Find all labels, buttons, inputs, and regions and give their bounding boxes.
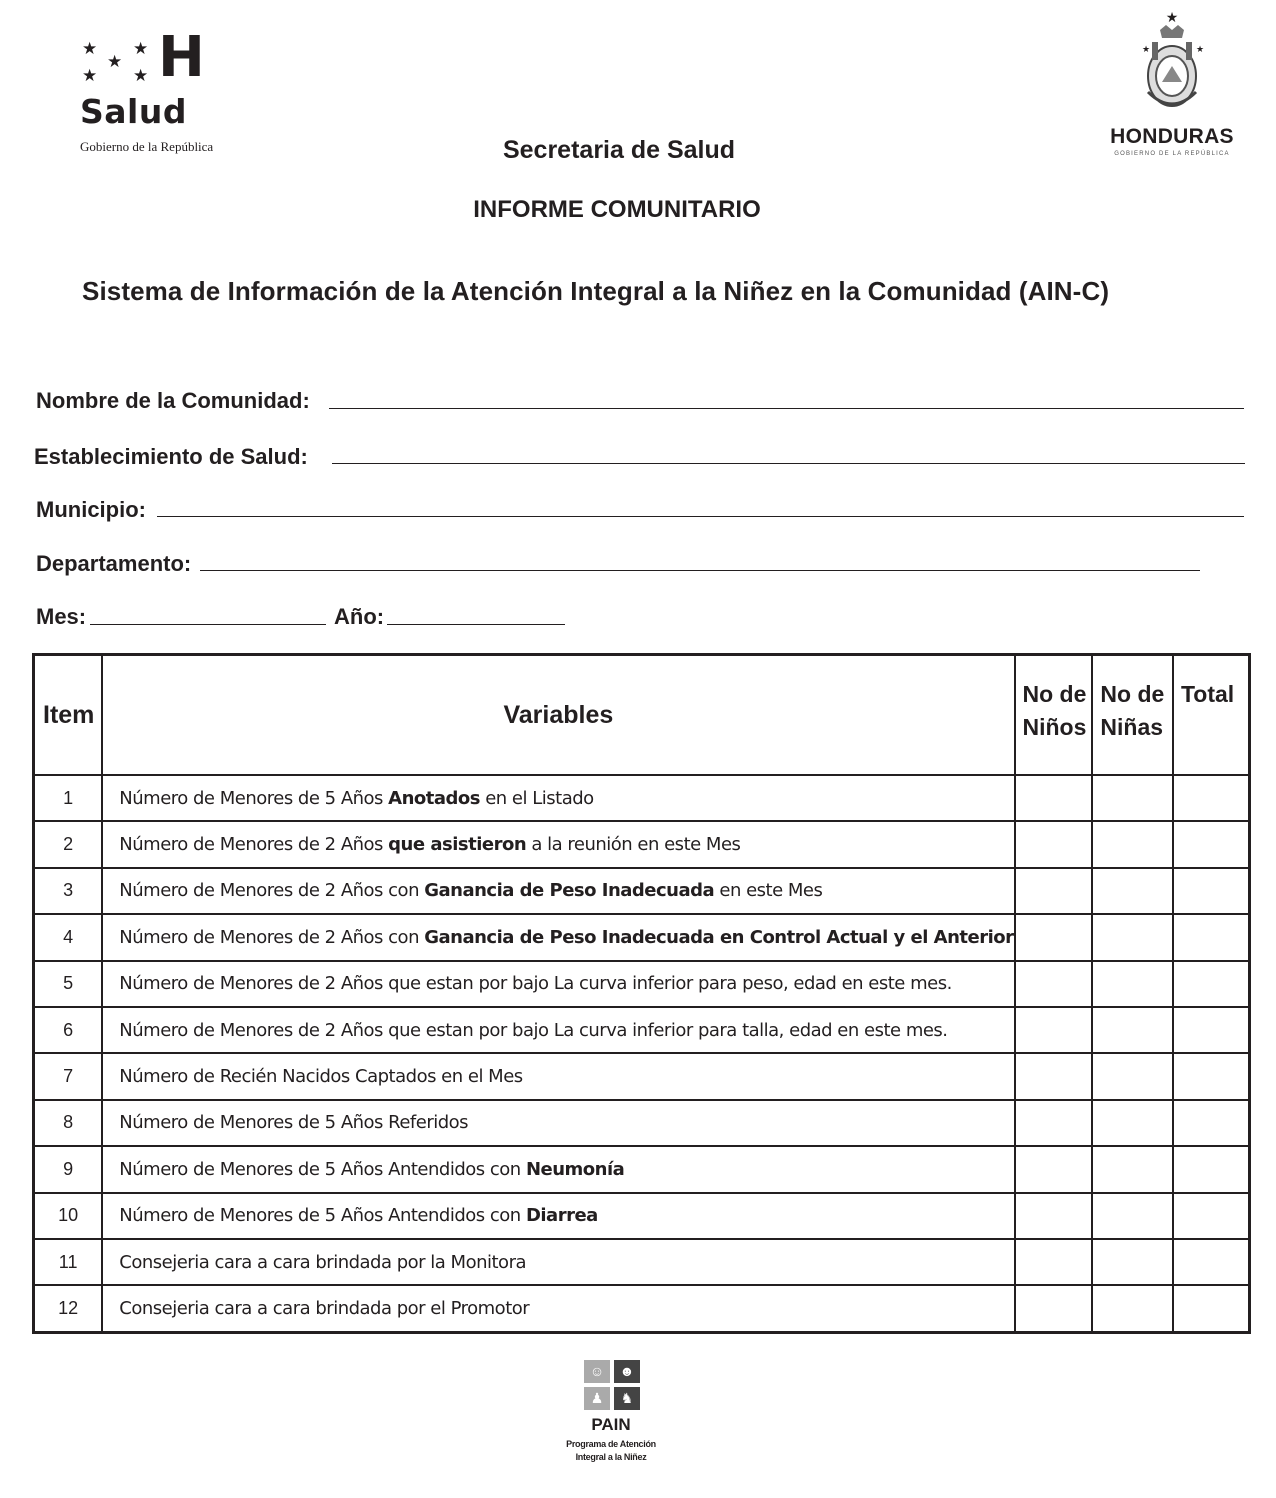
row-variable xyxy=(102,821,1014,867)
pain-subtitle: Programa de Atención Integral a la Niñez xyxy=(566,1439,656,1462)
row-variable-post: en este Mes xyxy=(714,880,823,902)
departamento-field[interactable] xyxy=(200,570,1200,571)
row-variable-post: a la reunión en este Mes xyxy=(526,834,741,856)
cell-ninos[interactable] xyxy=(1015,961,1093,1007)
cell-total[interactable] xyxy=(1173,1100,1250,1146)
salud-subtitle: Gobierno de la República xyxy=(80,139,214,154)
row-variable-bold: Diarrea xyxy=(525,1205,598,1227)
svg-text:★: ★ xyxy=(1196,44,1205,54)
cell-total[interactable] xyxy=(1173,1193,1250,1239)
row-item-number: 12 xyxy=(34,1285,103,1332)
table-row xyxy=(34,1100,1250,1146)
row-item-number: 1 xyxy=(34,775,103,821)
row-variable-pre: Número de Menores de 2 Años con xyxy=(119,926,425,948)
row-variable-pre: Número de Menores de 5 Años xyxy=(119,787,389,809)
row-item-number: 2 xyxy=(34,821,103,867)
cell-total[interactable] xyxy=(1173,775,1250,821)
table-row xyxy=(34,775,1250,821)
table-row xyxy=(34,1285,1250,1332)
cell-total[interactable] xyxy=(1173,1239,1250,1285)
pain-logo xyxy=(556,1360,666,1470)
cell-total[interactable] xyxy=(1173,961,1250,1007)
row-item-number: 8 xyxy=(34,1100,103,1146)
cell-ninos[interactable] xyxy=(1015,821,1093,867)
row-variable xyxy=(102,961,1014,1007)
cell-ninas[interactable] xyxy=(1092,1193,1173,1239)
row-variable xyxy=(102,1007,1014,1053)
cell-ninos[interactable] xyxy=(1015,1100,1093,1146)
establecimiento-field[interactable] xyxy=(332,463,1245,464)
table-row xyxy=(34,1146,1250,1192)
cell-total[interactable] xyxy=(1173,1007,1250,1053)
cell-ninos[interactable] xyxy=(1015,1146,1093,1192)
h-logo-icon: H xyxy=(158,25,205,90)
row-variable-bold: Anotados xyxy=(388,787,480,809)
pain-label: PAIN xyxy=(591,1415,631,1434)
cell-ninos[interactable] xyxy=(1015,1285,1093,1332)
table-header-row xyxy=(34,655,1250,776)
row-item-number: 7 xyxy=(34,1053,103,1099)
coat-of-arms-icon xyxy=(1134,8,1210,116)
header-item: Item xyxy=(34,655,103,776)
municipio-label: Municipio: xyxy=(36,497,146,522)
cell-ninas[interactable] xyxy=(1092,961,1173,1007)
row-variable xyxy=(102,1146,1014,1192)
row-variable-pre: Consejeria cara a cara brindada por la Monitora xyxy=(119,1251,526,1273)
table-row xyxy=(34,1053,1250,1099)
row-variable xyxy=(102,1285,1014,1332)
row-variable xyxy=(102,1100,1014,1146)
row-item-number: 5 xyxy=(34,961,103,1007)
table-row xyxy=(34,821,1250,867)
row-variable-bold: que asistieron xyxy=(388,834,527,856)
system-title: Sistema de Información de la Atención Integral a la Niñez en la Comunidad (AIN-C) xyxy=(82,276,1110,306)
row-variable xyxy=(102,868,1014,914)
cell-ninas[interactable] xyxy=(1092,1285,1173,1332)
cell-ninas[interactable] xyxy=(1092,821,1173,867)
salud-wordmark: Salud xyxy=(80,92,187,131)
honduras-tagline: GOBIERNO DE LA REPÚBLICA xyxy=(1114,151,1230,157)
cell-ninos[interactable] xyxy=(1015,775,1093,821)
row-variable-bold: Ganancia de Peso Inadecuada en Control Actual y el Anterior xyxy=(424,926,1014,948)
row-variable-pre: Número de Menores de 2 Años con xyxy=(119,880,425,902)
row-item-number: 9 xyxy=(34,1146,103,1192)
cell-total[interactable] xyxy=(1173,1053,1250,1099)
row-item-number: 6 xyxy=(34,1007,103,1053)
cell-ninas[interactable] xyxy=(1092,1146,1173,1192)
table-row xyxy=(34,1239,1250,1285)
table-row xyxy=(34,1007,1250,1053)
table-row xyxy=(34,868,1250,914)
row-variable xyxy=(102,1239,1014,1285)
page-title: Secretaria de Salud xyxy=(502,136,736,164)
row-variable xyxy=(102,775,1014,821)
cell-total[interactable] xyxy=(1173,868,1250,914)
row-variable-pre: Número de Menores de 5 Años Referidos xyxy=(119,1112,469,1134)
anio-field[interactable] xyxy=(387,624,565,625)
cell-total[interactable] xyxy=(1173,1285,1250,1332)
svg-text:★: ★ xyxy=(1142,44,1151,54)
row-variable-pre: Número de Recién Nacidos Captados en el Mes xyxy=(119,1066,523,1088)
departamento-label: Departamento: xyxy=(36,551,192,576)
svg-text:★: ★ xyxy=(1165,9,1179,25)
pain-grid-icon: ☺ ☻ ♟ ♞ xyxy=(584,1360,642,1412)
cell-ninos[interactable] xyxy=(1015,1007,1093,1053)
report-title: INFORME COMUNITARIO xyxy=(473,196,761,223)
row-variable-pre: Número de Menores de 5 Años Antendidos con xyxy=(119,1158,526,1180)
row-item-number: 11 xyxy=(34,1239,103,1285)
establecimiento-label: Establecimiento de Salud: xyxy=(34,444,308,469)
header-ninos: No de Niños xyxy=(1015,655,1093,776)
row-variable-bold: Ganancia de Peso Inadecuada xyxy=(424,880,715,902)
cell-ninos[interactable] xyxy=(1015,1053,1093,1099)
cell-ninas[interactable] xyxy=(1092,868,1173,914)
table-row xyxy=(34,914,1250,960)
row-item-number: 10 xyxy=(34,1193,103,1239)
header-variables: Variables xyxy=(102,655,1014,776)
honduras-wordmark: HONDURAS xyxy=(1110,125,1234,148)
stars-icon: ★ ★ ★ ★ ★ xyxy=(82,39,149,85)
cell-total[interactable] xyxy=(1173,914,1250,960)
cell-total[interactable] xyxy=(1173,1146,1250,1192)
row-variable xyxy=(102,914,1014,960)
cell-ninos[interactable] xyxy=(1015,868,1093,914)
cell-ninas[interactable] xyxy=(1092,775,1173,821)
cell-ninas[interactable] xyxy=(1092,1053,1173,1099)
row-variable-bold: Neumonía xyxy=(525,1158,625,1180)
cell-ninos[interactable] xyxy=(1015,1239,1093,1285)
table-row xyxy=(34,961,1250,1007)
row-item-number: 3 xyxy=(34,868,103,914)
row-variable-pre: Número de Menores de 5 Años Antendidos con xyxy=(119,1205,526,1227)
header-ninas: No de Niñas xyxy=(1092,655,1173,776)
row-variable-pre: Consejeria cara a cara brindada por el Promotor xyxy=(119,1297,530,1319)
cell-ninas[interactable] xyxy=(1092,1239,1173,1285)
cell-ninas[interactable] xyxy=(1092,1007,1173,1053)
row-variable xyxy=(102,1193,1014,1239)
variables-table xyxy=(32,653,1251,1334)
cell-ninas[interactable] xyxy=(1092,1100,1173,1146)
row-variable-pre: Número de Menores de 2 Años xyxy=(119,834,389,856)
row-variable-post: en el Listado xyxy=(480,787,594,809)
cell-ninos[interactable] xyxy=(1015,1193,1093,1239)
mes-label: Mes: xyxy=(36,604,87,629)
municipio-field[interactable] xyxy=(157,516,1244,517)
row-variable xyxy=(102,1053,1014,1099)
cell-ninos[interactable] xyxy=(1015,914,1093,960)
row-variable-pre: Número de Menores de 2 Años que estan por bajo La curva inferior para talla, edad en este mes. xyxy=(119,1019,948,1041)
comunidad-label: Nombre de la Comunidad: xyxy=(36,388,310,413)
cell-total[interactable] xyxy=(1173,821,1250,867)
row-item-number: 4 xyxy=(34,914,103,960)
mes-field[interactable] xyxy=(90,624,326,625)
table-row xyxy=(34,1193,1250,1239)
row-variable-pre: Número de Menores de 2 Años que estan por bajo La curva inferior para peso, edad en este mes. xyxy=(119,973,952,995)
header-total: Total xyxy=(1173,655,1250,776)
cell-ninas[interactable] xyxy=(1092,914,1173,960)
comunidad-field[interactable] xyxy=(329,408,1244,409)
anio-label: Año: xyxy=(334,604,385,629)
